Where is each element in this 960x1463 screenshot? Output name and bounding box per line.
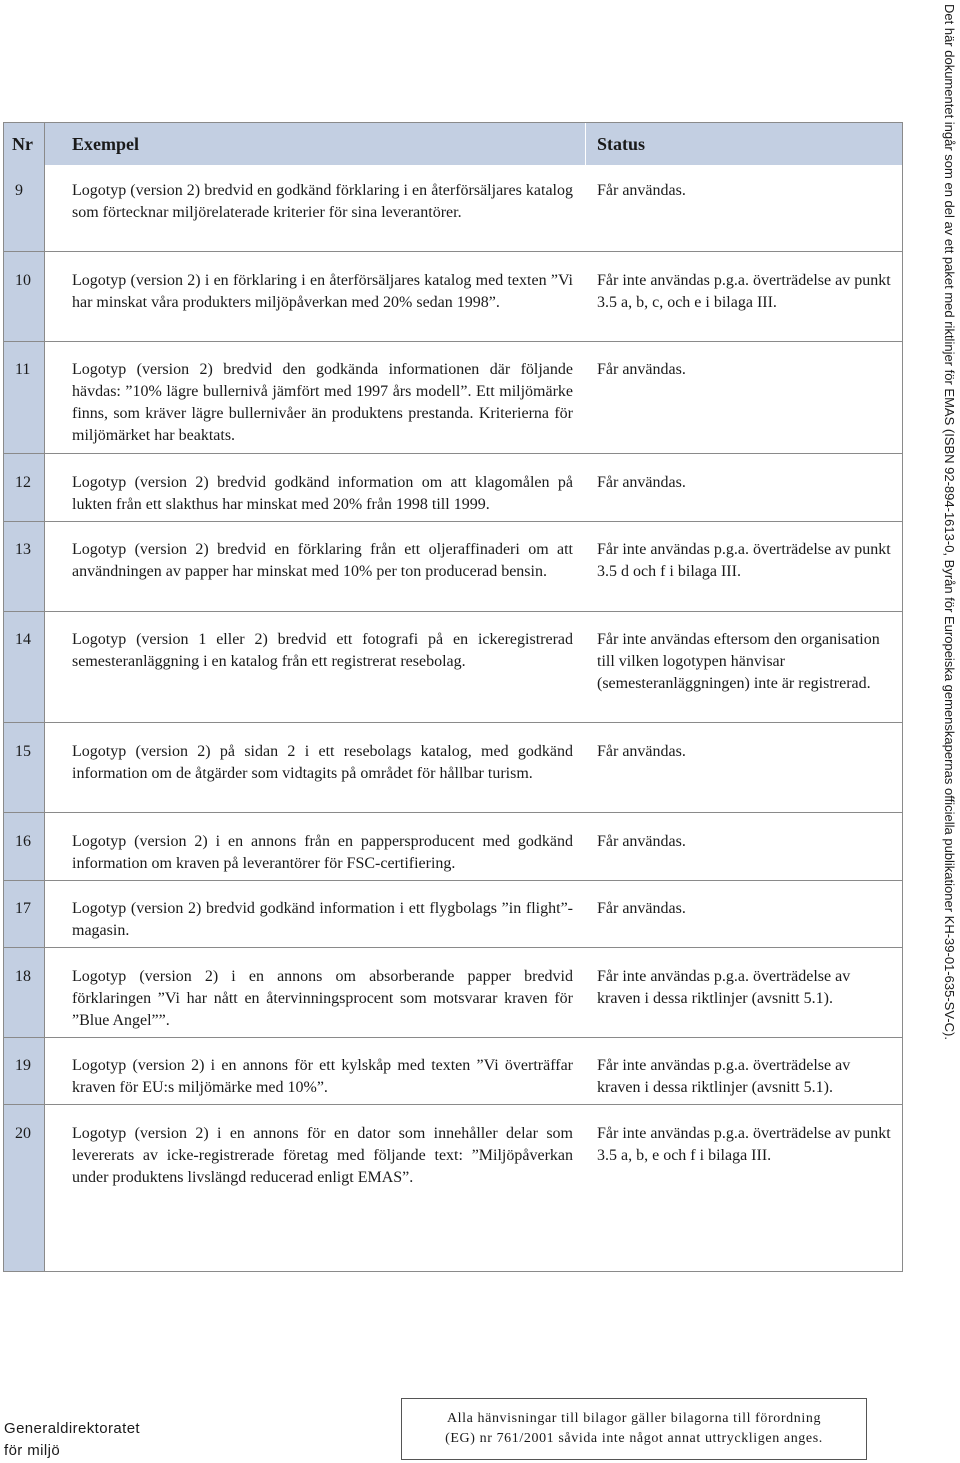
row-number: 16 <box>15 833 31 850</box>
side-publication-note: Det här dokumentet ingår som en del av ett paket med riktlinjer för EMAS (ISBN 92-894-1613-0, Byrån för Europeiska gemenskapernas officiella publikationer KH-39-01-635-SV-C). <box>942 4 957 1040</box>
note-line: Alla hänvisningar till bilagor gäller bilagorna till förordning <box>446 1411 822 1426</box>
nr-column-band <box>4 123 45 1271</box>
row-number: 9 <box>15 182 23 199</box>
table-header-band <box>45 123 902 165</box>
row-status: Får inte användas p.g.a. överträdelse av kraven i dessa riktlinjer (avsnitt 5.1). <box>597 1057 851 1096</box>
row-status: Får användas. <box>597 833 686 850</box>
annex-reference-note <box>401 1398 867 1460</box>
row-example: Logotyp (version 2) bredvid den godkända informationen där följande hävdas: ”10% lägre bullernivå jämfört med 1997 års modell”. Ett miljömärke finns, som kräver lägre bullernivåer än produktens prestanda. Kriterierna för miljömärket har beaktats. <box>72 361 573 444</box>
row-example: Logotyp (version 2) bredvid en godkänd förklaring i en återförsäljares katalog som förtecknar miljörelaterade kriterier för sina leverantörer. <box>72 182 573 221</box>
publisher-line: Generaldirektoratet <box>4 1420 141 1437</box>
row-separator <box>4 521 902 522</box>
row-example: Logotyp (version 2) på sidan 2 i ett resebolags katalog, med godkänd information om de åtgärder som vidtagits på området för hållbar turism. <box>72 743 573 782</box>
row-number: 19 <box>15 1057 31 1074</box>
row-status: Får inte användas p.g.a. överträdelse av punkt 3.5 a, b, e och f i bilaga III. <box>597 1125 891 1164</box>
publisher-line: för miljö <box>4 1442 61 1459</box>
row-separator <box>4 947 902 948</box>
row-number: 17 <box>15 900 31 917</box>
row-example: Logotyp (version 2) bredvid en förklaring från ett oljeraffinaderi om att användningen av papper har minskat med 10% per ton producerad bensin. <box>72 541 573 580</box>
row-status: Får inte användas p.g.a. överträdelse av kraven i dessa riktlinjer (avsnitt 5.1). <box>597 968 851 1007</box>
row-status: Får användas. <box>597 900 686 917</box>
row-separator <box>4 611 902 612</box>
row-status: Får inte användas p.g.a. överträdelse av punkt 3.5 a, b, c, och e i bilaga III. <box>597 272 891 311</box>
header-nr: Nr <box>12 134 33 154</box>
row-number: 13 <box>15 541 31 558</box>
row-example: Logotyp (version 2) i en annons om absorberande papper bredvid förklaringen ”Vi har nått en återvinningsprocent som motsvarar kraven för ”Blue Angel””. <box>72 968 573 1029</box>
row-status: Får inte användas p.g.a. överträdelse av punkt 3.5 d och f i bilaga III. <box>597 541 891 580</box>
row-example: Logotyp (version 2) i en annons för ett kylskåp med texten ”Vi överträffar kraven för EU:s miljömärke med 10%”. <box>72 1057 573 1096</box>
row-separator <box>4 453 902 454</box>
header-status: Status <box>597 134 646 154</box>
row-number: 10 <box>15 272 31 289</box>
row-separator <box>4 880 902 881</box>
row-number: 11 <box>15 361 31 378</box>
row-example: Logotyp (version 2) i en annons från en pappersproducent med godkänd information om kraven på leverantörer för FSC-certifiering. <box>72 833 573 872</box>
row-number: 14 <box>15 631 31 648</box>
row-status: Får användas. <box>597 361 686 378</box>
row-example: Logotyp (version 2) bredvid godkänd information i ett flygbolags ”in flight”-magasin. <box>72 900 573 939</box>
header-divider <box>585 123 586 165</box>
note-line: (EG) nr 761/2001 såvida inte något annat uttryckligen anges. <box>445 1431 823 1446</box>
row-separator <box>4 251 902 252</box>
row-example: Logotyp (version 1 eller 2) bredvid ett fotografi på en ickeregistrerad semesteranläggning i en katalog från ett registrerat resebolag. <box>72 631 573 670</box>
row-example: Logotyp (version 2) bredvid godkänd information om att klagomålen på lukten från ett slakthus har minskat med 20% från 1998 till 1999. <box>72 474 573 513</box>
row-example: Logotyp (version 2) i en förklaring i en återförsäljares katalog med texten ”Vi har minskat våra produkters miljöpåverkan med 20% sedan 1998”. <box>72 272 573 311</box>
row-separator <box>4 341 902 342</box>
row-separator <box>4 1037 902 1038</box>
row-number: 18 <box>15 968 31 985</box>
row-number: 20 <box>15 1125 31 1142</box>
publisher-label <box>4 1418 140 1462</box>
row-status: Får användas. <box>597 743 686 760</box>
row-status: Får användas. <box>597 474 686 491</box>
row-separator <box>4 722 902 723</box>
row-status: Får användas. <box>597 182 686 199</box>
row-number: 12 <box>15 474 31 491</box>
row-separator <box>4 812 902 813</box>
header-example: Exempel <box>72 134 139 154</box>
row-status: Får inte användas eftersom den organisation till vilken logotypen hänvisar (semesteranläggningen) inte är registrerad. <box>597 631 880 692</box>
examples-table <box>3 122 903 1272</box>
row-separator <box>4 1104 902 1105</box>
row-number: 15 <box>15 743 31 760</box>
row-example: Logotyp (version 2) i en annons för en dator som innehåller delar som levererats av icke-registrerade företag med följande text: ”Miljöpåverkan under produktens livslängd reducerad enligt EMAS”. <box>72 1125 573 1186</box>
